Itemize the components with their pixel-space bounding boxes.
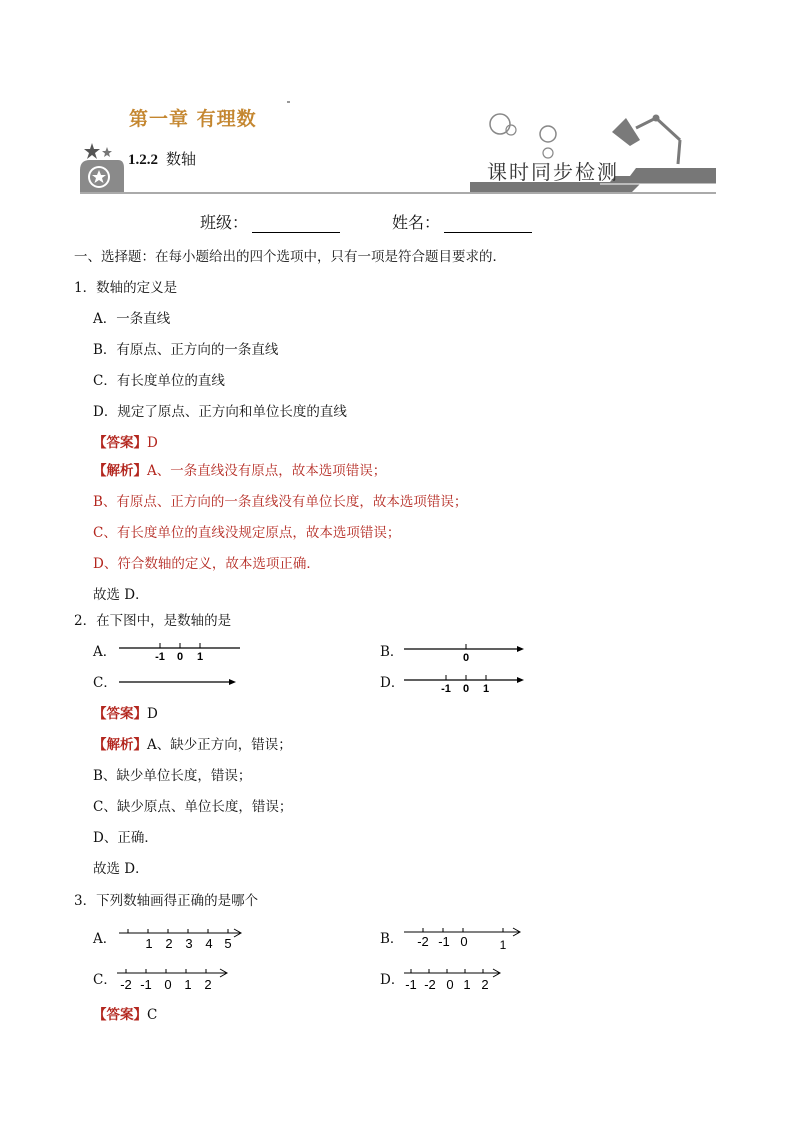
tick-label: 1: [145, 936, 153, 951]
q3-option-c-axis: [116, 964, 234, 994]
q1-option-d: D．规定了原点、正方向和单位长度的直线: [93, 404, 347, 420]
q2-stem: 2．在下图中，是数轴的是: [74, 613, 232, 629]
class-label: 班级：: [200, 213, 249, 232]
q2-option-c-axis: [118, 675, 242, 689]
q2-analysis-3: C、缺少原点、单位长度，错误；: [93, 799, 293, 815]
section-number: 1.2.2: [128, 152, 158, 168]
q2-conclusion: 故选 D．: [93, 861, 149, 877]
tick-label: 3: [185, 936, 193, 951]
q2-option-a-axis: [118, 638, 243, 664]
tick-label: 4: [205, 936, 213, 951]
answer-label: 【答案】: [93, 435, 147, 451]
q1-option-a: A．一条直线: [93, 311, 171, 327]
q3-option-b-letter: B．: [380, 931, 404, 947]
analysis-line: A、一条直线没有原点，故本选项错误；: [147, 463, 387, 479]
q3-stem: 3．下列数轴画得正确的是哪个: [74, 893, 259, 909]
tick-label: 1: [196, 651, 204, 663]
q1-analysis-1: [93, 462, 386, 480]
tick-label: 2: [481, 977, 489, 992]
q2-analysis-4: D、正确．: [93, 830, 158, 846]
q3-answer: [93, 1006, 157, 1024]
q2-option-d-letter: D．: [380, 675, 405, 691]
tick-label: 2: [204, 977, 212, 992]
chapter-title: 第一章 有理数: [129, 108, 257, 130]
tick-label: 0: [446, 977, 454, 992]
q2-analysis-2: B、缺少单位长度，错误；: [93, 768, 252, 784]
tick-label: 0: [462, 652, 470, 664]
q2-option-b-axis: [403, 640, 527, 666]
tick-label: -2: [424, 977, 436, 992]
analysis-line: A、缺少正方向，错误；: [147, 737, 292, 753]
tick-label: -2: [417, 934, 429, 949]
q2-option-a-letter: A．: [93, 644, 117, 660]
name-field: [392, 210, 532, 233]
q2-option-d-axis: [403, 671, 527, 697]
star-icon: [84, 143, 100, 159]
header-decoration: [0, 0, 794, 200]
tick-label: 0: [164, 977, 172, 992]
name-blank[interactable]: [444, 216, 532, 233]
q1-analysis-4: D、符合数轴的定义，故本选项正确．: [93, 556, 320, 572]
tick-label: 0: [460, 934, 468, 949]
q2-analysis-1: [93, 736, 292, 754]
tick-label: -1: [140, 977, 152, 992]
q1-analysis-2: B、有原点、正方向的一条直线没有单位长度，故本选项错误；: [93, 494, 468, 510]
tick-label: 5: [224, 936, 232, 951]
q3-option-d-axis: [403, 964, 507, 994]
star-icon: [102, 147, 112, 157]
tick-label: 1: [463, 977, 471, 992]
q3-option-b-axis: [403, 923, 527, 951]
lamp-icon: [612, 115, 680, 164]
q1-option-b: B．有原点、正方向的一条直线: [93, 342, 279, 358]
answer-label: 【答案】: [93, 706, 147, 722]
q2-option-c-letter: C．: [93, 675, 117, 691]
tick-label: -2: [120, 977, 132, 992]
tick-label: 0: [176, 651, 184, 663]
q3-option-c-letter: C．: [93, 972, 117, 988]
tick-label: 1: [499, 938, 507, 951]
name-label: 姓名：: [392, 213, 441, 232]
answer-label: 【答案】: [93, 1007, 147, 1023]
q1-stem: 1．数轴的定义是: [74, 280, 178, 296]
class-blank[interactable]: [252, 216, 340, 233]
tick-label: -1: [441, 683, 451, 695]
q3-option-a-axis: [118, 924, 248, 952]
tick-label: 1: [482, 683, 490, 695]
section-title: 数轴: [166, 150, 197, 168]
q1-conclusion: 故选 D．: [93, 587, 149, 603]
class-field: [200, 210, 340, 233]
answer-value: C: [147, 1007, 158, 1023]
q2-answer: [93, 705, 158, 723]
header-graphic: [0, 0, 794, 200]
tick-label: -1: [438, 934, 450, 949]
q1-analysis-3: C、有长度单位的直线没规定原点，故本选项错误；: [93, 525, 401, 541]
tick-label: -1: [155, 651, 165, 663]
tick-label: -1: [405, 977, 417, 992]
analysis-label: 【解析】: [93, 463, 147, 479]
q3-option-d-letter: D．: [380, 972, 405, 988]
answer-value: D: [147, 435, 158, 451]
tick-label: 1: [184, 977, 192, 992]
tick-label: 2: [165, 936, 173, 951]
section-heading: [128, 148, 196, 169]
q1-answer: [93, 434, 158, 452]
q2-option-b-letter: B．: [380, 644, 404, 660]
q3-option-a-letter: A．: [93, 931, 117, 947]
q1-option-c: C．有长度单位的直线: [93, 373, 225, 389]
banner-text: 课时同步检测: [487, 160, 619, 184]
tick-label: 0: [462, 683, 470, 695]
answer-value: D: [147, 706, 158, 722]
analysis-label: 【解析】: [93, 737, 147, 753]
part-heading: 一、选择题：在每小题给出的四个选项中，只有一项是符合题目要求的．: [74, 249, 506, 265]
